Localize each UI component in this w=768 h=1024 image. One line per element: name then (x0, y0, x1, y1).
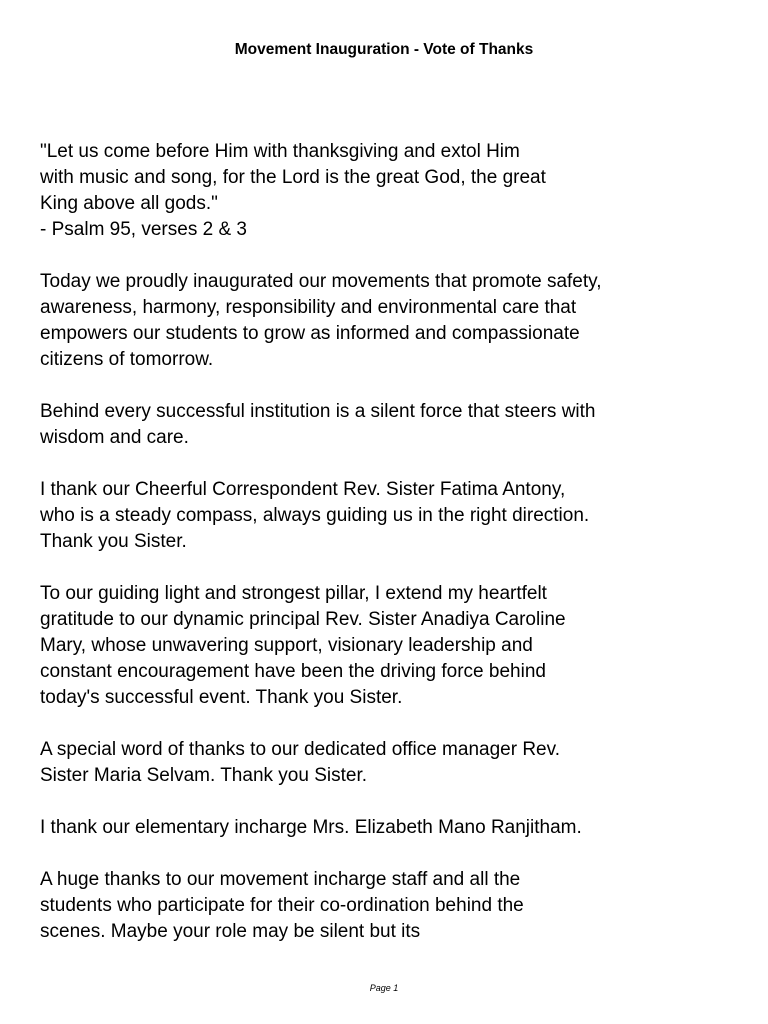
text-line: Today we proudly inaugurated our movements that promote safety, (40, 271, 602, 292)
text-line: Behind every successful institution is a silent force that steers with (40, 401, 596, 422)
text-line: A special word of thanks to our dedicated office manager Rev. (40, 739, 560, 760)
paragraph-psalm-quote (40, 139, 740, 243)
text-line: A huge thanks to our movement incharge staff and all the (40, 869, 521, 890)
paragraph-silent-force (40, 399, 740, 451)
text-line: citizens of tomorrow. (40, 349, 214, 370)
paragraph-office-manager-thanks (40, 737, 740, 789)
paragraph-elementary-incharge-thanks (40, 815, 740, 841)
document-body (40, 139, 740, 971)
paragraph-correspondent-thanks (40, 477, 740, 555)
text-line: today's successful event. Thank you Sister. (40, 687, 403, 708)
text-line: wisdom and care. (40, 427, 189, 448)
text-line: empowers our students to grow as informed and compassionate (40, 323, 580, 344)
text-line: who is a steady compass, always guiding us in the right direction. (40, 505, 590, 526)
paragraph-inauguration (40, 269, 740, 373)
text-line: scenes. Maybe your role may be silent but its (40, 921, 421, 942)
text-line: students who participate for their co-ordination behind the (40, 895, 524, 916)
text-line: King above all gods." (40, 193, 218, 214)
document-title: Movement Inauguration - Vote of Thanks (234, 41, 534, 58)
paragraph-staff-students-thanks (40, 867, 740, 945)
text-line: I thank our elementary incharge Mrs. Elizabeth Mano Ranjitham. (40, 817, 582, 838)
text-line: constant encouragement have been the driving force behind (40, 661, 546, 682)
text-line: Thank you Sister. (40, 531, 187, 552)
text-line: To our guiding light and strongest pillar, I extend my heartfelt (40, 583, 547, 604)
text-line: - Psalm 95, verses 2 & 3 (40, 219, 247, 240)
text-line: Mary, whose unwavering support, visionary leadership and (40, 635, 533, 656)
text-line: awareness, harmony, responsibility and environmental care that (40, 297, 577, 318)
text-line: I thank our Cheerful Correspondent Rev. Sister Fatima Antony, (40, 479, 566, 500)
text-line: with music and song, for the Lord is the great God, the great (40, 167, 546, 188)
text-line: gratitude to our dynamic principal Rev. Sister Anadiya Caroline (40, 609, 566, 630)
page-number: Page 1 (369, 983, 399, 993)
text-line: "Let us come before Him with thanksgiving and extol Him (40, 141, 520, 162)
text-line: Sister Maria Selvam. Thank you Sister. (40, 765, 367, 786)
paragraph-principal-thanks (40, 581, 740, 711)
